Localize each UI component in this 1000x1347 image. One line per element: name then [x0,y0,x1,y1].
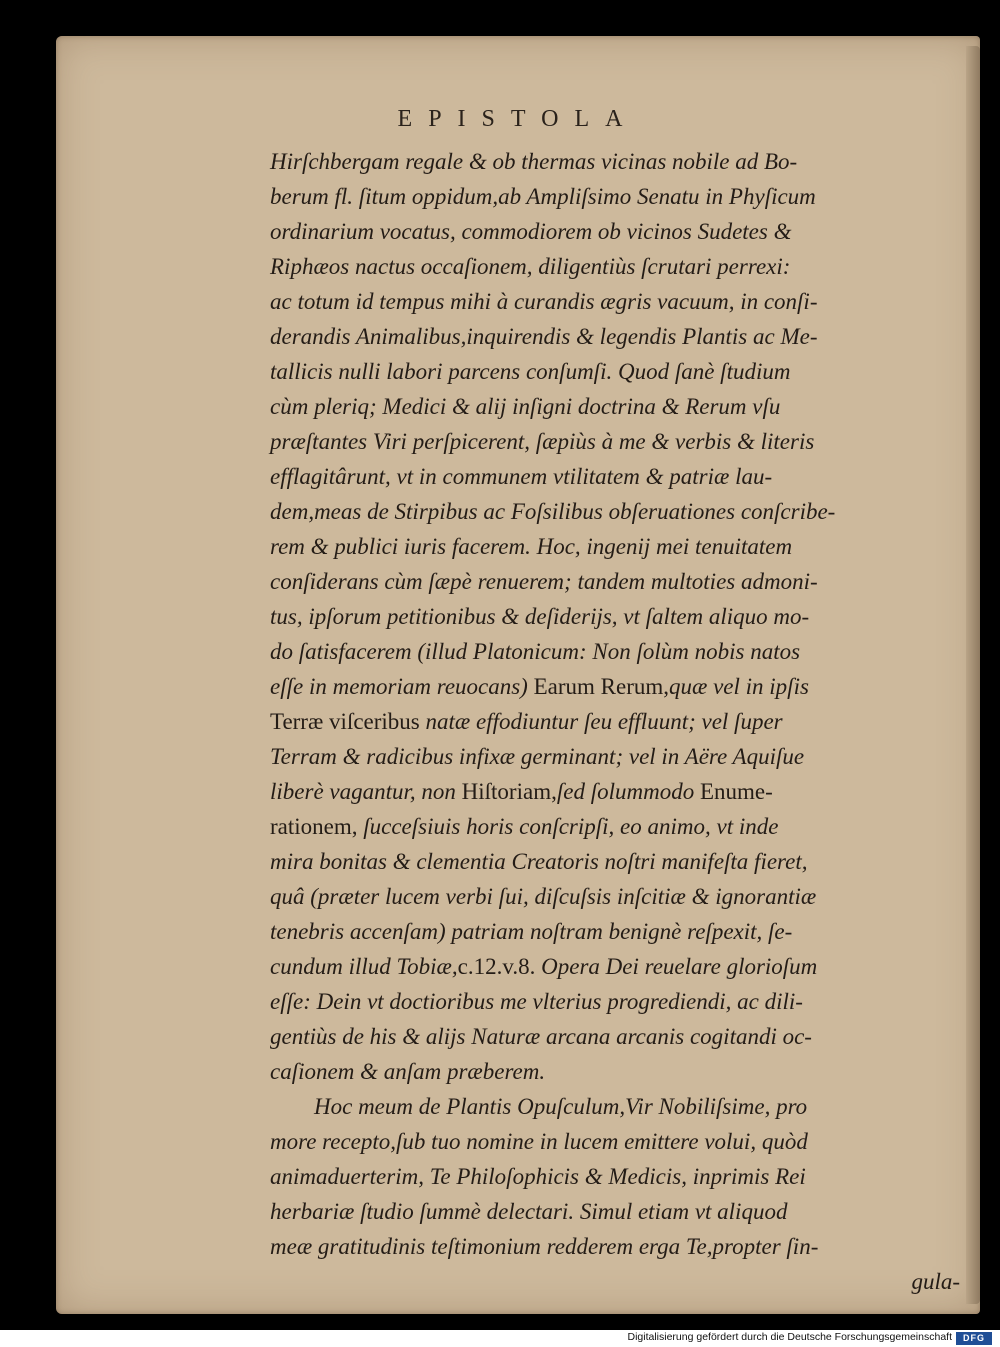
text-line [270,459,970,494]
text-segment: cundum illud Tobiæ, [270,954,458,979]
body-text [270,144,970,1299]
text-line [270,1124,970,1159]
text-line [270,949,970,984]
text-segment: tus, ipſorum petitionibus & deſiderijs, vt ſaltem aliquo mo- [270,604,810,629]
text-line [270,424,970,459]
text-segment: berum fl. ſitum oppidum,ab Ampliſsimo Senatu in Phyſicum [270,184,816,209]
text-line [270,879,970,914]
text-segment: Earum Rerum, [533,674,669,699]
text-segment: mira bonitas & clementia Creatoris noſtri manifeſta fieret, [270,849,808,874]
text-segment: ordinarium vocatus, commodiorem ob vicinos Sudetes & [270,219,792,244]
text-segment: c.12.v.8. [457,954,536,979]
text-segment: ſed ſolummodo [556,779,700,804]
text-line [270,494,970,529]
text-segment: caſionem & anſam præberem. [270,1059,546,1084]
text-segment: conſiderans cùm ſæpè renuerem; tandem multoties admoni- [270,569,818,594]
text-line [270,1194,970,1229]
text-line [270,599,970,634]
text-segment: natæ effodiuntur ſeu effluunt; vel ſuper [425,709,783,734]
text-line [270,984,970,1019]
text-line [270,739,970,774]
text-segment: efflagitârunt, vt in communem vtilitatem & patriæ lau- [270,464,773,489]
text-line [270,179,970,214]
text-segment: quæ vel in ipſis [669,674,809,699]
text-line [270,1159,970,1194]
text-segment: præſtantes Viri perſpicerent, ſæpiùs à me & verbis & literis [270,429,815,454]
text-segment: more recepto,ſub tuo nomine in lucem emittere volui, quòd [270,1129,808,1154]
text-line [270,249,970,284]
text-line [270,1054,970,1089]
text-segment: quâ (præter lucem verbi ſui, diſcuſsis inſcitiæ & ignorantiæ [270,884,817,909]
text-segment: derandis Animalibus,inquirendis & legendis Plantis ac Me- [270,324,818,349]
text-line [270,354,970,389]
text-segment: Terram & radicibus infixæ germinant; vel in Aëre Aquiſue [270,744,805,769]
text-segment: Opera Dei reuelare glorioſum [535,954,818,979]
text-segment: do ſatisfacerem (illud Platonicum: Non ſolùm nobis natos [270,639,801,664]
text-line [270,389,970,424]
running-head: EPISTOLA [397,106,639,132]
text-segment: animaduerterim, Te Philoſophicis & Medicis, inprimis Rei [270,1164,806,1189]
text-line [270,564,970,599]
text-segment: Hirſchbergam regale & ob thermas vicinas nobile ad Bo- [270,149,798,174]
text-segment: Enume- [699,779,773,804]
text-line [270,144,970,179]
text-segment: rem & publici iuris facerem. Hoc, ingenij mei tenuitatem [270,534,793,559]
text-segment: dem,meas de Stirpibus ac Foſsilibus obſeruationes conſcribe- [270,499,836,524]
text-segment: eſſe in memoriam reuocans) [270,674,534,699]
text-segment: tallicis nulli labori parcens conſumſi. Quod ſanè ſtudium [270,359,791,384]
text-line [270,634,970,669]
text-line [270,1229,970,1264]
text-line [270,669,970,704]
text-segment: rationem, [270,814,358,839]
text-segment: cùm pleriq; Medici & alij inſigni doctrina & Rerum vſu [270,394,781,419]
book-page [56,36,980,1314]
text-line [270,284,970,319]
footer-credit: Digitalisierung gefördert durch die Deutsche Forschungsgemeinschaft [627,1331,952,1343]
text-segment: gentiùs de his & alijs Naturæ arcana arcanis cogitandi oc- [270,1024,812,1049]
text-segment: ac totum id tempus mihi à curandis ægris vacuum, in conſi- [270,289,818,314]
text-line [270,214,970,249]
text-line [270,844,970,879]
text-line [270,704,970,739]
text-segment: liberè vagantur, non [270,779,462,804]
text-segment: eſſe: Dein vt doctioribus me vlterius progrediendi, ac dili- [270,989,803,1014]
dfg-logo: DFG [956,1332,992,1345]
text-line [270,1019,970,1054]
text-segment: Terræ viſceribus [270,709,426,734]
text-line [270,774,970,809]
text-segment: Riphæos nactus occaſionem, diligentiùs ſcrutari perrexi: [270,254,791,279]
text-segment: meæ gratitudinis teſtimonium redderem erga Te,propter ſin- [270,1234,819,1259]
text-segment: Hiſtoriam, [461,779,557,804]
text-segment: Hoc meum de Plantis Opuſculum,Vir Nobiliſsime, pro [314,1094,808,1119]
text-line [270,319,970,354]
text-line [270,1089,970,1124]
text-segment: herbariæ ſtudio ſummè delectari. Simul etiam vt aliquod [270,1199,788,1224]
text-segment: ſucceſsiuis horis conſcripſi, eo animo, vt inde [357,814,779,839]
text-line [270,914,970,949]
text-line [270,529,970,564]
text-segment: tenebris accenſam) patriam noſtram benignè reſpexit, ſe- [270,919,793,944]
text-line [270,809,970,844]
catchword: gula- [911,1269,960,1294]
